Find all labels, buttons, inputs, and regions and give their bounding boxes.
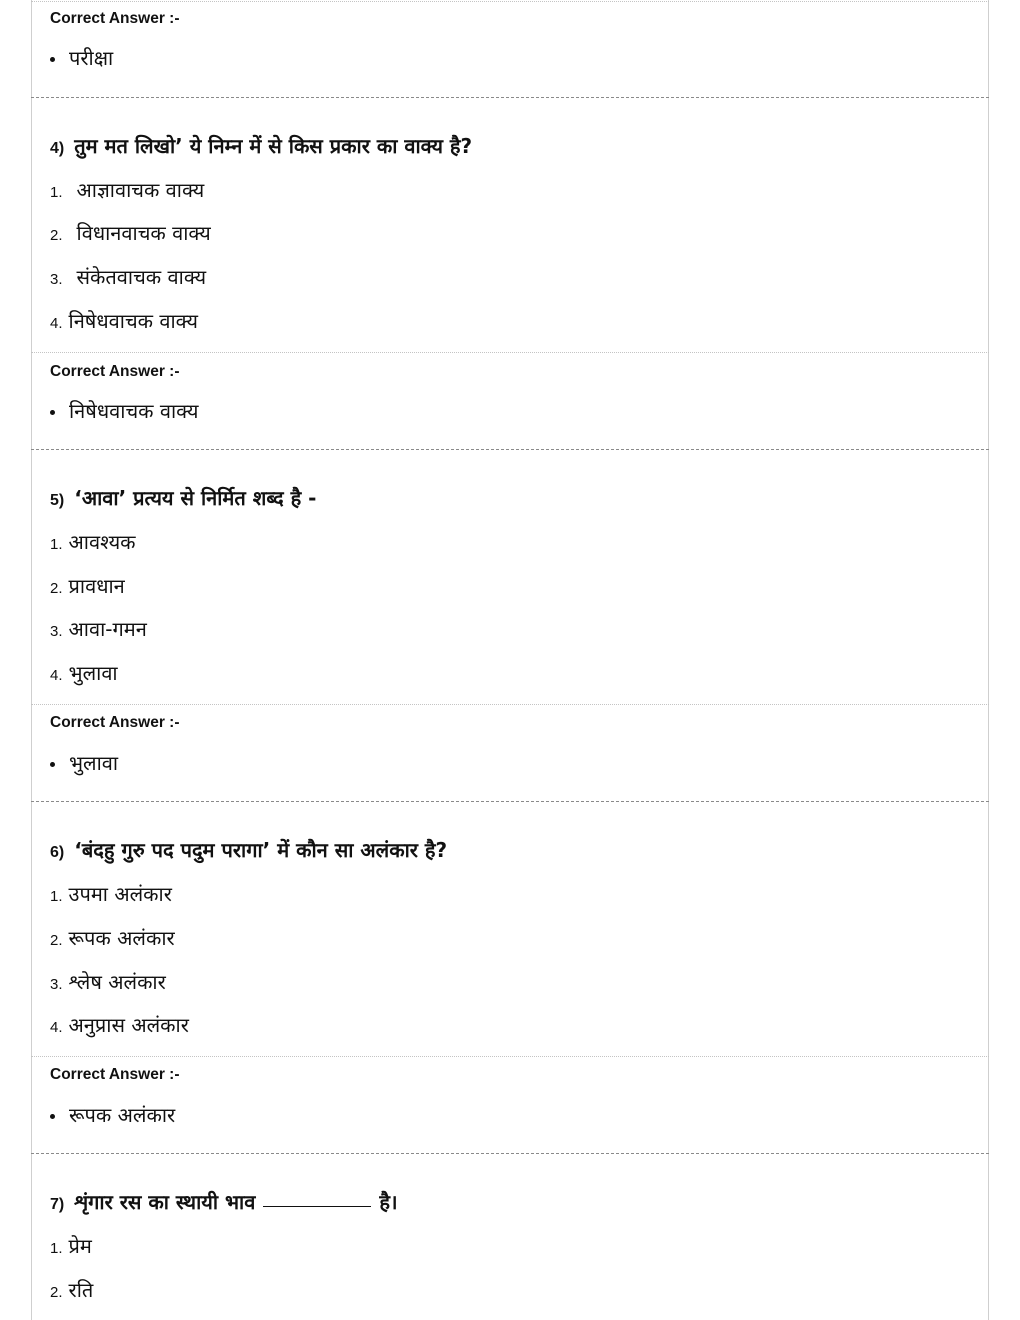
option-text: आज्ञावाचक वाक्य xyxy=(76,178,205,202)
bullet-icon xyxy=(50,410,55,415)
option-number: 3. xyxy=(50,976,63,993)
correct-answer-heading: Correct Answer :- xyxy=(50,714,180,731)
bullet-icon xyxy=(50,57,55,62)
option-text: श्लेष अलंकार xyxy=(68,970,166,994)
question-text-after: है। xyxy=(379,1190,398,1214)
correct-answer xyxy=(50,749,118,776)
option-text: रूपक अलंकार xyxy=(68,926,175,950)
question-separator xyxy=(31,1153,989,1154)
question-number: 6) xyxy=(50,844,65,861)
correct-answer-text: भुलावा xyxy=(69,751,119,775)
divider xyxy=(31,704,989,705)
option-number: 4. xyxy=(50,1019,63,1036)
divider xyxy=(31,352,989,353)
option-item xyxy=(50,615,147,642)
option-number: 1. xyxy=(50,1240,63,1257)
question-text-before: शृंगार रस का स्थायी भाव xyxy=(74,1190,256,1214)
option-item xyxy=(50,880,172,907)
question-6-title xyxy=(50,836,447,863)
option-text: विधानवाचक वाक्य xyxy=(76,221,211,245)
option-text: निषेधवाचक वाक्य xyxy=(68,309,198,333)
divider xyxy=(31,1056,989,1057)
correct-answer-heading: Correct Answer :- xyxy=(50,363,180,380)
option-item xyxy=(50,528,136,555)
option-text: भुलावा xyxy=(68,661,118,685)
option-number: 1. xyxy=(50,184,63,201)
option-number: 3. xyxy=(50,271,63,288)
option-item xyxy=(50,924,175,951)
option-item xyxy=(50,968,166,995)
option-text: प्रेम xyxy=(68,1234,92,1258)
option-item xyxy=(50,176,204,203)
option-text: अनुप्रास अलंकार xyxy=(68,1013,189,1037)
question-text: ‘बंदहु गुरु पद पदुम परागा’ में कौन सा अलंकार है? xyxy=(74,838,448,862)
option-number: 1. xyxy=(50,536,63,553)
option-text: संकेतवाचक वाक्य xyxy=(76,265,207,289)
question-7-title xyxy=(50,1188,398,1215)
correct-answer-text: परीक्षा xyxy=(69,46,114,70)
option-item xyxy=(50,659,118,686)
option-item xyxy=(50,1276,93,1303)
option-number: 2. xyxy=(50,227,63,244)
option-number: 1. xyxy=(50,888,63,905)
option-text: उपमा अलंकार xyxy=(68,882,172,906)
option-text: प्रावधान xyxy=(68,574,125,598)
option-number: 3. xyxy=(50,623,63,640)
question-number: 7) xyxy=(50,1196,65,1213)
question-5-title xyxy=(50,484,316,511)
question-number: 4) xyxy=(50,140,65,157)
divider xyxy=(31,1,989,2)
option-number: 2. xyxy=(50,1284,63,1301)
option-text: आवा-गमन xyxy=(68,617,147,641)
option-item xyxy=(50,307,198,334)
option-item xyxy=(50,219,211,246)
question-text: तुम मत लिखो’ ये निम्न में से किस प्रकार का वाक्य है? xyxy=(74,134,473,158)
option-number: 4. xyxy=(50,667,63,684)
question-number: 5) xyxy=(50,492,65,509)
correct-answer-heading: Correct Answer :- xyxy=(50,1066,180,1083)
option-number: 4. xyxy=(50,315,63,332)
question-4-title xyxy=(50,132,472,159)
question-separator xyxy=(31,97,989,98)
option-item xyxy=(50,572,125,599)
option-text: रति xyxy=(68,1278,94,1302)
option-number: 2. xyxy=(50,932,63,949)
fill-blank-line xyxy=(263,1206,371,1207)
question-text: ‘आवा’ प्रत्यय से निर्मित शब्द है - xyxy=(74,486,317,510)
correct-answer-heading: Correct Answer :- xyxy=(50,10,180,27)
option-item xyxy=(50,263,206,290)
option-item xyxy=(50,1011,189,1038)
bullet-icon xyxy=(50,1114,55,1119)
bullet-icon xyxy=(50,762,55,767)
question-separator xyxy=(31,801,989,802)
correct-answer xyxy=(50,44,113,71)
correct-answer-text: निषेधवाचक वाक्य xyxy=(69,399,199,423)
correct-answer xyxy=(50,1101,175,1128)
correct-answer-text: रूपक अलंकार xyxy=(69,1103,176,1127)
question-separator xyxy=(31,449,989,450)
correct-answer xyxy=(50,397,198,424)
option-item xyxy=(50,1232,92,1259)
option-number: 2. xyxy=(50,580,63,597)
option-text: आवश्यक xyxy=(68,530,136,554)
